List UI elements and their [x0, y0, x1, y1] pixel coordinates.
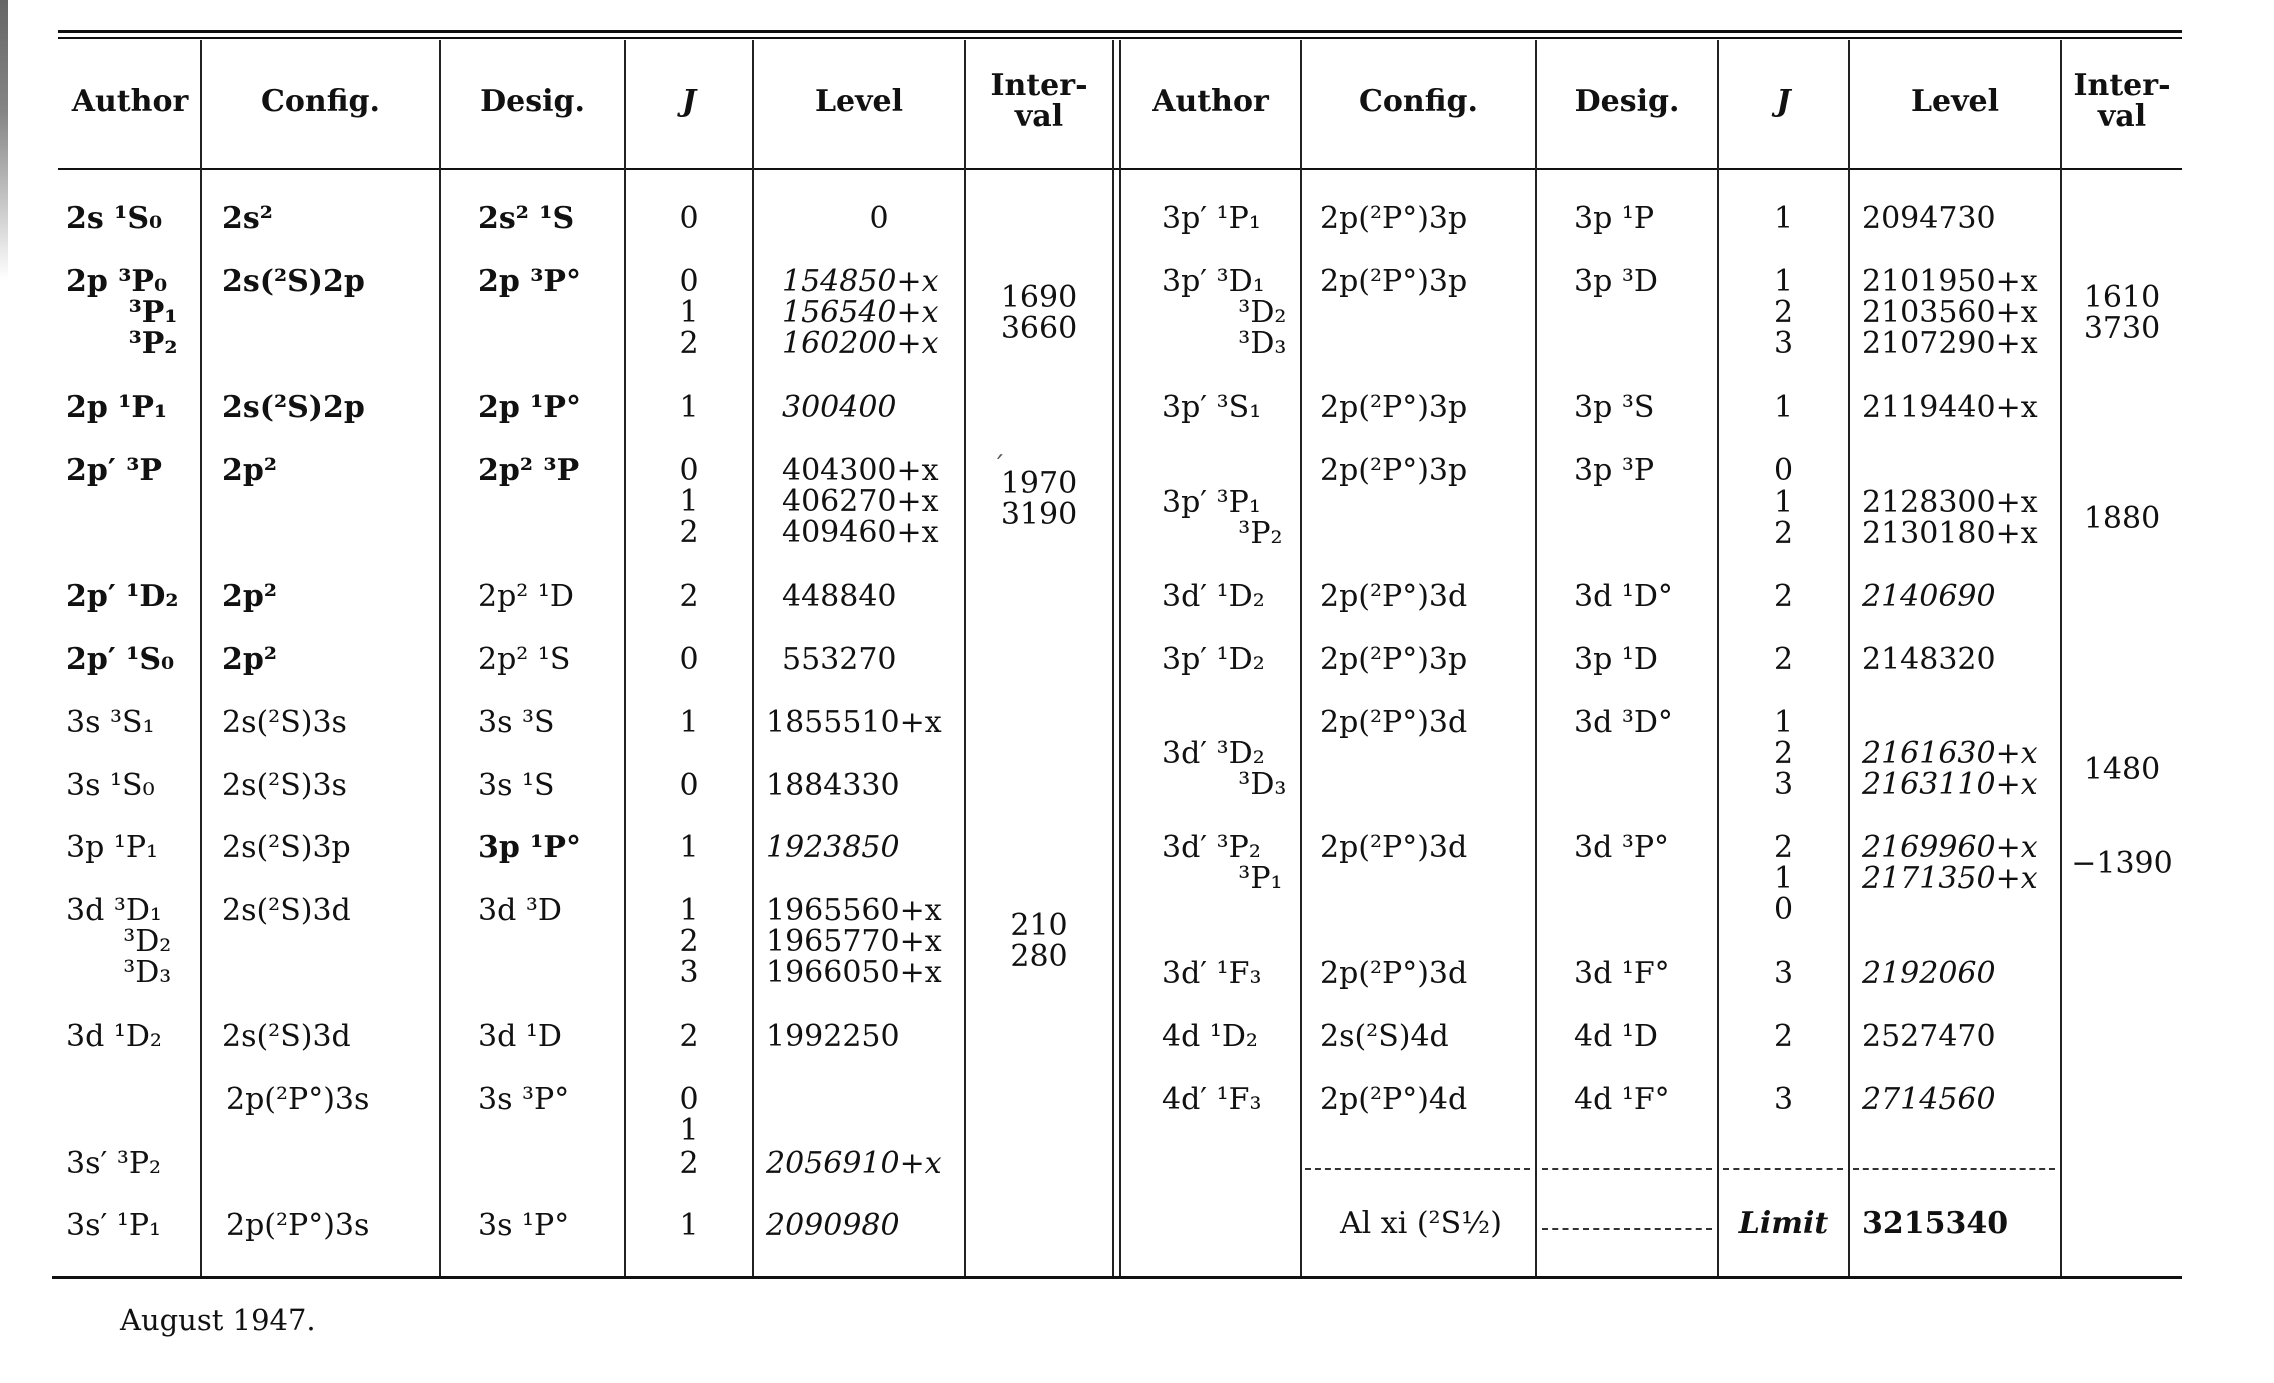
col-divider [200, 40, 202, 1276]
config-cell: 2p² [222, 453, 277, 488]
level-cell: 2119440+x [1862, 390, 2038, 425]
config-cell: 2p(²P°)3s [226, 1082, 370, 1117]
j-cell: 2 [1773, 642, 1794, 677]
level-cell: 2094730 [1862, 201, 1996, 236]
author-cell: 3d′ ¹D₂ [1162, 579, 1265, 614]
author-cell: 3s ¹S₀ [66, 768, 155, 803]
config-cell: 2p(²P°)3p [1320, 390, 1468, 425]
col-divider [1300, 40, 1302, 1276]
author-cell: 2s ¹S₀ [66, 201, 163, 236]
config-cell: 2p(²P°)3p [1320, 642, 1468, 677]
header-desig: Desig. [480, 84, 585, 119]
interval-cell: 1880 [2083, 501, 2161, 536]
j-cell: 1 [679, 705, 699, 740]
config-cell: 2p² [222, 642, 277, 677]
dashed-separator [1542, 1168, 1712, 1170]
author-cell: 3d ³D₁ ³D₂ ³D₃ [66, 893, 172, 990]
desig-cell: 3d ³P° [1574, 830, 1670, 865]
header-level: Level [1910, 84, 2000, 119]
j-cell: 3 [1773, 1082, 1794, 1117]
author-cell: 3d ¹D₂ [66, 1019, 162, 1054]
header-author: Author [71, 84, 189, 119]
scan-edge-shadow [0, 0, 8, 280]
j-cell: 0 [679, 768, 699, 803]
author-cell: 2p′ ¹S₀ [66, 642, 175, 677]
scan-mark: ˊ [992, 452, 1005, 482]
level-cell: 2148320 [1862, 642, 1996, 677]
j-cell: 1 [679, 830, 699, 865]
j-cell: 1 [1773, 705, 1794, 740]
config-cell: 2p(²P°)3d [1320, 830, 1468, 865]
author-cell: 3d′ ³P₂ ³P₁ [1162, 830, 1283, 896]
config-cell: 2p(²P°)3p [1320, 201, 1468, 236]
j-cell: 2 1 0 [1773, 830, 1794, 927]
desig-cell: 3p ³D [1574, 264, 1658, 299]
level-cell: 3215340 [1862, 1206, 2009, 1241]
dashed-separator [1305, 1168, 1530, 1170]
header-desig: Desig. [1574, 84, 1680, 119]
config-cell: 2p(²P°)3p [1320, 453, 1468, 488]
j-cell: 0 1 2 [679, 453, 699, 550]
header-interval: Inter- val [2073, 68, 2171, 134]
interval-cell: 1610 3730 [2083, 280, 2161, 346]
desig-cell: 2p ³P° [478, 264, 581, 299]
dashed-separator [1853, 1168, 2055, 1170]
col-divider [439, 40, 441, 1276]
author-cell: 4d ¹D₂ [1162, 1019, 1258, 1054]
config-cell: 2s(²S)4d [1320, 1019, 1449, 1054]
author-cell: 3p ¹P₁ [66, 830, 159, 865]
desig-cell: 3d ³D° [1574, 705, 1673, 740]
config-cell: 2s(²S)3p [222, 830, 351, 865]
level-cell: 1965560+x 1965770+x 1966050+x [766, 893, 942, 990]
level-cell: 2128300+x 2130180+x [1862, 485, 2038, 551]
level-cell: 2169960+x 2171350+x [1862, 830, 2038, 896]
desig-cell: 2p² ¹S [478, 642, 571, 677]
desig-cell: 3s ¹S [478, 768, 555, 803]
interval-cell: 1970 3190 [1000, 466, 1078, 532]
header-j: J [1776, 84, 1791, 119]
config-cell: Al xi (²S½) [1340, 1206, 1502, 1241]
header-interval: Inter- val [990, 68, 1088, 134]
top-rule-1 [58, 30, 2182, 33]
desig-cell: 2s² ¹S [478, 201, 575, 236]
desig-cell: 3d ³D [478, 893, 562, 928]
header-config: Config. [1359, 84, 1478, 119]
desig-cell: 3p ¹P [1574, 201, 1655, 236]
j-cell: 1 2 3 [1773, 264, 1794, 361]
interval-cell: −1390 [2071, 846, 2173, 881]
level-cell: 2714560 [1862, 1082, 1996, 1117]
config-cell: 2s² [222, 201, 273, 236]
j-cell: 1 [1773, 201, 1794, 236]
level-cell: 2090980 [766, 1208, 900, 1243]
author-cell: 3p′ ¹P₁ [1162, 201, 1261, 236]
author-cell: 2p ³P₀ ³P₁ ³P₂ [66, 264, 178, 361]
limit-label: Limit [1738, 1206, 1829, 1241]
bottom-rule [52, 1276, 2182, 1279]
col-divider [1535, 40, 1537, 1276]
level-cell: 2101950+x 2103560+x 2107290+x [1862, 264, 2038, 361]
desig-cell: 3p ³P [1574, 453, 1655, 488]
desig-cell: 4d ¹D [1574, 1019, 1658, 1054]
author-cell: 3p′ ³D₁ ³D₂ ³D₃ [1162, 264, 1287, 361]
desig-cell: 3s ³S [478, 705, 555, 740]
level-cell: 553270 [782, 642, 897, 677]
level-cell: 2192060 [1862, 956, 1996, 991]
j-cell: 1 2 3 [679, 893, 699, 990]
desig-cell: 3s ¹P° [478, 1208, 570, 1243]
j-cell: 0 [1773, 453, 1794, 488]
config-cell: 2s(²S)2p [222, 264, 365, 299]
desig-cell: 3p ¹P° [478, 830, 581, 865]
j-cell: 2 [679, 1019, 699, 1054]
level-cell: 1923850 [766, 830, 900, 865]
author-cell: 3d′ ³D₂ ³D₃ [1162, 736, 1287, 802]
footer-date: August 1947. [120, 1303, 316, 1337]
config-cell: 2p(²P°)4d [1320, 1082, 1468, 1117]
j-cell: 1 [1773, 390, 1794, 425]
j-cell: 1 [679, 390, 699, 425]
desig-cell: 2p² ³P [478, 453, 580, 488]
level-cell: 154850+x 156540+x 160200+x [782, 264, 939, 361]
desig-cell: 4d ¹F° [1574, 1082, 1670, 1117]
interval-cell: 210 280 [1010, 908, 1068, 974]
j-cell: 2 [679, 1146, 699, 1181]
author-cell: 3s ³S₁ [66, 705, 155, 740]
desig-cell: 3p ¹D [1574, 642, 1658, 677]
header-level: Level [814, 84, 904, 119]
dashed-separator [1723, 1168, 1843, 1170]
config-cell: 2p(²P°)3d [1320, 956, 1468, 991]
config-cell: 2s(²S)3s [222, 705, 347, 740]
author-cell: 2p′ ¹D₂ [66, 579, 179, 614]
level-cell: 2140690 [1862, 579, 1996, 614]
level-cell: 1884330 [766, 768, 900, 803]
config-cell: 2s(²S)2p [222, 390, 365, 425]
j-cell: 0 1 2 [679, 264, 699, 361]
level-cell: 2161630+x 2163110+x [1862, 736, 2038, 802]
config-cell: 2s(²S)3d [222, 893, 351, 928]
j-cell: 0 1 [679, 1082, 699, 1148]
desig-cell: 2p ¹P° [478, 390, 581, 425]
header-config: Config. [261, 84, 380, 119]
j-cell: 0 [679, 642, 699, 677]
j-cell: 2 3 [1773, 736, 1794, 802]
level-cell: 1992250 [766, 1019, 900, 1054]
author-cell: 3p′ ³P₁ ³P₂ [1162, 485, 1283, 551]
desig-cell: 3p ³S [1574, 390, 1655, 425]
level-cell: 2527470 [1862, 1019, 1996, 1054]
author-cell: 2p ¹P₁ [66, 390, 168, 425]
j-cell: 1 2 [1773, 485, 1794, 551]
j-cell: 2 [1773, 579, 1794, 614]
desig-cell: 3d ¹D [478, 1019, 562, 1054]
desig-cell: 3d ¹F° [1574, 956, 1670, 991]
top-rule-2 [58, 37, 2182, 39]
desig-cell: 3d ¹D° [1574, 579, 1673, 614]
interval-cell: 1480 [2083, 752, 2161, 787]
config-cell: 2p(²P°)3d [1320, 579, 1468, 614]
level-cell: 1855510+x [766, 705, 942, 740]
header-j: J [681, 84, 697, 119]
desig-cell: 3s ³P° [478, 1082, 570, 1117]
center-double-divider [1112, 40, 1114, 1276]
author-cell: 3s′ ³P₂ [66, 1146, 162, 1181]
level-cell: 0 [869, 201, 889, 236]
center-double-divider [1119, 40, 1121, 1276]
author-cell: 2p′ ³P [66, 453, 162, 488]
config-cell: 2s(²S)3s [222, 768, 347, 803]
config-cell: 2p² [222, 579, 277, 614]
level-cell: 404300+x 406270+x 409460+x [782, 453, 939, 550]
desig-cell: 2p² ¹D [478, 579, 574, 614]
author-cell: 4d′ ¹F₃ [1162, 1082, 1262, 1117]
author-cell: 3p′ ³S₁ [1162, 390, 1262, 425]
config-cell: 2p(²P°)3p [1320, 264, 1468, 299]
interval-cell: 1690 3660 [1000, 280, 1078, 346]
level-cell: 448840 [782, 579, 897, 614]
col-divider [1848, 40, 1850, 1276]
col-divider [2060, 40, 2062, 1276]
level-cell: 300400 [782, 390, 897, 425]
author-cell: 3s′ ¹P₁ [66, 1208, 162, 1243]
author-cell: 3p′ ¹D₂ [1162, 642, 1265, 677]
header-author: Author [1152, 84, 1269, 119]
config-cell: 2p(²P°)3d [1320, 705, 1468, 740]
j-cell: 2 [679, 579, 699, 614]
level-cell: 2056910+x [766, 1146, 942, 1181]
config-cell: 2s(²S)3d [222, 1019, 351, 1054]
config-cell: 2p(²P°)3s [226, 1208, 370, 1243]
author-cell: 3d′ ¹F₃ [1162, 956, 1262, 991]
j-cell: 1 [679, 1208, 699, 1243]
dashed-separator [1542, 1228, 1712, 1230]
j-cell: 0 [679, 201, 699, 236]
j-cell: 2 [1773, 1019, 1794, 1054]
j-cell: 3 [1773, 956, 1794, 991]
